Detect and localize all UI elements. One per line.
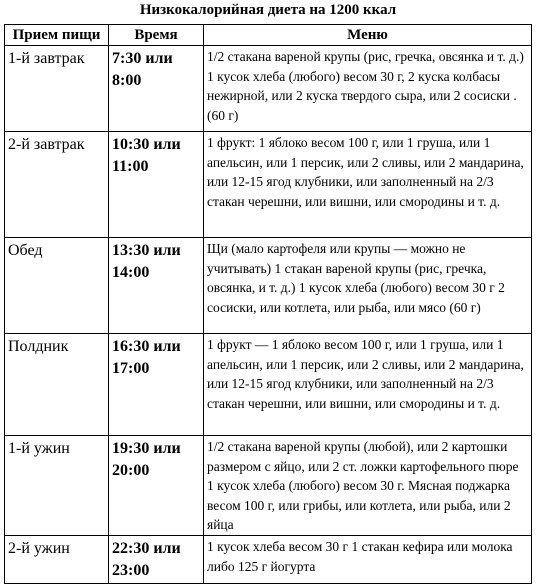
menu-cell: 1/2 стакана вареной крупы (рис, гречка, овсянка и т. д.) 1 кусок хлеба (любого) весом 30 г, 2 куска колбасы нежирной, или 2 куска твердого сыра, или 2 сосиски .(60 г)	[204, 46, 532, 132]
column-header-meal: Прием пищи	[5, 25, 109, 46]
menu-cell: 1 фрукт — 1 яблоко весом 100 г, или 1 груша, или 1 апельсин, или 1 персик, или 2 сливы, или 2 мандарина, или 12-15 ягод клубники, или заполненный на 2/3 стакан черешни, или вишни, или смородины и т. д.	[204, 334, 532, 436]
table-row	[5, 535, 532, 583]
time-cell: 7:30 или 8:00	[109, 46, 204, 132]
time-cell: 22:30 или 23:00	[109, 535, 204, 583]
meal-cell: Обед	[5, 238, 109, 334]
meal-cell: Полдник	[5, 334, 109, 436]
menu-cell: 1/2 стакана вареной крупы (любой), или 2 картошки размером с яйцо, или 2 ст. ложки картофельного пюре 1 кусок хлеба (любого) весом 30 г. Мясная поджарка весом 100 г, или грибы, или котлета, или рыба, или 2 яйца	[204, 436, 532, 536]
meal-cell: 1-й завтрак	[5, 46, 109, 132]
meal-cell: 2-й ужин	[5, 535, 109, 583]
meal-cell: 1-й ужин	[5, 436, 109, 536]
time-cell: 16:30 или 17:00	[109, 334, 204, 436]
column-header-menu: Меню	[204, 25, 532, 46]
column-header-time: Время	[109, 25, 204, 46]
diet-table	[4, 24, 532, 584]
page-title: Низкокалорийная диета на 1200 ккал	[139, 2, 397, 18]
time-cell: 19:30 или 20:00	[109, 436, 204, 536]
menu-cell: Щи (мало картофеля или крупы — можно не учитывать) 1 стакан вареной крупы (рис, гречка, овсянка, и т. д.) 1 кусок хлеба (любого) весом 30 г 2 сосиски, или котлета, или рыба, или мясо (60 г)	[204, 238, 532, 334]
time-cell: 10:30 или 11:00	[109, 132, 204, 238]
table-row	[5, 238, 532, 334]
meal-cell: 2-й завтрак	[5, 132, 109, 238]
time-cell: 13:30 или 14:00	[109, 238, 204, 334]
table-row	[5, 436, 532, 536]
menu-cell: 1 фрукт: 1 яблоко весом 100 г, или 1 груша, или 1 апельсин, или 1 персик, или 2 сливы, или 2 мандарина, или 12-15 ягод клубники, или заполненный на 2/3 стакан черешни, или вишни, или смородины и т. д.	[204, 132, 532, 238]
table-row	[5, 132, 532, 238]
table-row	[5, 334, 532, 436]
table-header-row	[5, 25, 532, 46]
table-row	[5, 46, 532, 132]
menu-cell: 1 кусок хлеба весом 30 г 1 стакан кефира или молока либо 125 г йогурта	[204, 535, 532, 583]
